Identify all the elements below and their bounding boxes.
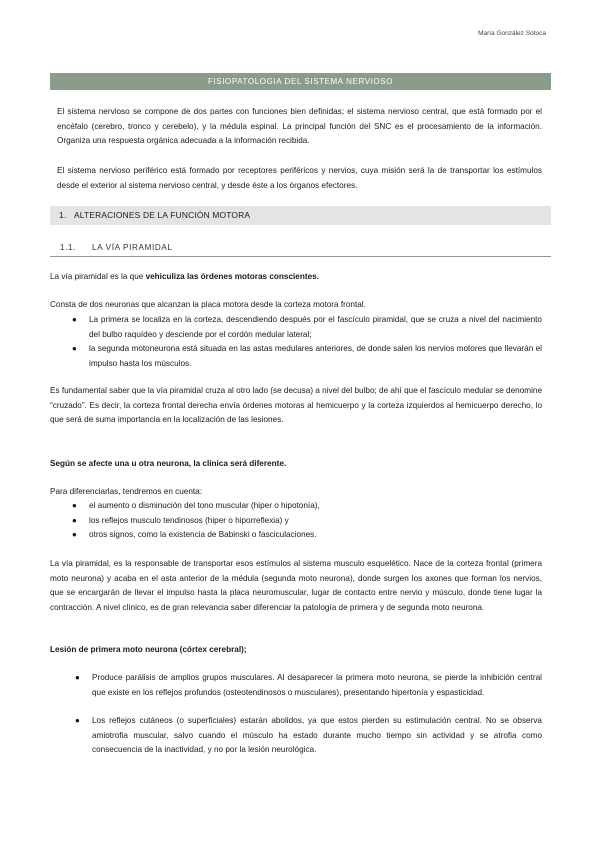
via-piramidal-paragraph: La vía piramidal, es la responsable de transportar esos estímulos al sistema musculo esquelético. Nace de la corteza frontal (primera moto neurona) y acaba en el asta anterior de la médula (segunda moto neurona), donde surgen los axones que forman los nervios, que se encargarán de llevar el impulso hasta la placa neuromuscular, lugar de contacto entre nervio y músculo, donde tiene lugar la contracción. A nivel clínico, es de gran relevancia saber diferenciar la patología de primera y de segunda moto neurona. bbox=[50, 559, 542, 612]
lesion-list bbox=[75, 671, 542, 758]
author-name: María González Sotoca bbox=[478, 30, 546, 37]
diferenciar-paragraph: Para diferenciarlas, tendremos en cuenta: bbox=[50, 487, 203, 496]
document-title: FISIOPATOLOGIA DEL SISTEMA NERVIOSO bbox=[50, 73, 551, 90]
bullet-icon: ● bbox=[72, 344, 77, 354]
via-intro-text: La vía piramidal es la que bbox=[50, 272, 146, 281]
list-item: ● La primera se localiza en la corteza, descendiendo después por el fascículo piramidal, que se cruza a nivel del nacimiento del bulbo raquídeo y desciende por el cordón medular lateral; bbox=[72, 315, 542, 339]
subsection-number: 1.1. bbox=[60, 243, 77, 252]
list-item: ● la segunda motoneurona está situada en las astas medulares anteriores, de donde salen los nervios motores que llevarán el impulso hasta los músculos. bbox=[72, 344, 542, 368]
lesion-heading-bold: Lesión de primera moto neurona (córtex cerebral); bbox=[50, 645, 247, 654]
decusacion-paragraph: Es fundamental saber que la vía piramidal cruza al otro lado (se decusa) a nivel del bulbo; de ahí que el fascículo medular se denomine “cruzado”. Es decir, la corteza frontal derecha envía órdenes motoras al hemicuerpo y la corteza izquierdos al hemicuerpo derecho, lo que será de suma importancia en la localización de las lesiones. bbox=[50, 386, 542, 425]
intro-paragraph-2: El sistema nervioso periférico está formado por receptores periféricos y nervios, cuya misión será la de transportar los estímulos desde el exterior al sistema nervioso central, y desde éste a los órganos efectores. bbox=[57, 166, 542, 190]
list-item: ● Produce parálisis de amplios grupos musculares. Al desaparecer la primera moto neurona, se pierde la inhibición central que existe en los reflejos profundos (osteotendinosos o musculares), presentando hipertonía y espasticidad. bbox=[75, 673, 542, 697]
subsection-title: LA VÍA PIRAMIDAL bbox=[92, 243, 173, 252]
neuronas-paragraph: Consta de dos neuronas que alcanzan la placa motora desde la corteza motora frontal. bbox=[50, 300, 366, 309]
clinica-paragraph bbox=[50, 457, 542, 472]
intro-paragraph-1: El sistema nervioso se compone de dos partes con funciones bien definidas; el sistema nervioso central, que está formado por el encéfalo (cerebro, tronco y cerebelo), y la médula espinal. La principal función del SNC es el procesamiento de la información. Organiza una respuesta orgánica adecuada a la información recibida. bbox=[57, 107, 542, 146]
list-item: ● los reflejos musculo tendinosos (hiper o hiporreflexia) y bbox=[72, 514, 542, 529]
bullet-icon: ● bbox=[72, 515, 77, 525]
list-item: ● el aumento o disminución del tono muscular (hiper o hipotonía), bbox=[72, 499, 542, 514]
clinica-bold: Según se afecte una u otra neurona, la clínica será diferente. bbox=[50, 459, 287, 468]
neuronas-list bbox=[72, 313, 542, 371]
lesion-heading bbox=[50, 643, 542, 658]
bullet-icon: ● bbox=[72, 501, 77, 510]
via-intro-paragraph bbox=[50, 270, 542, 285]
subsection-heading-1-1 bbox=[50, 240, 551, 257]
bullet-icon: ● bbox=[72, 315, 77, 324]
list-item: ● Los reflejos cutáneos (o superficiales) estarán abolidos, ya que estos pierden su estimulación central. No se observa amiotrofia muscular, salvo cuando el músculo ha estado durante mucho tiempo sin actividad y se atrofia como consecuencia de la inactividad, y no por la lesión neurológica. bbox=[75, 716, 542, 755]
bullet-icon: ● bbox=[75, 716, 80, 726]
section-heading-1 bbox=[50, 206, 551, 225]
list-item: ● otros signos, como la existencia de Babinski o fasciculaciones. bbox=[72, 528, 542, 543]
section-title: ALTERACIONES DE LA FUNCIÓN MOTORA bbox=[74, 210, 251, 220]
section-number: 1. bbox=[59, 210, 67, 220]
bullet-icon: ● bbox=[72, 530, 77, 540]
via-intro-bold: vehiculiza las órdenes motoras conscientes. bbox=[145, 272, 319, 281]
bullet-icon: ● bbox=[75, 673, 80, 682]
diferencias-list bbox=[72, 499, 542, 543]
